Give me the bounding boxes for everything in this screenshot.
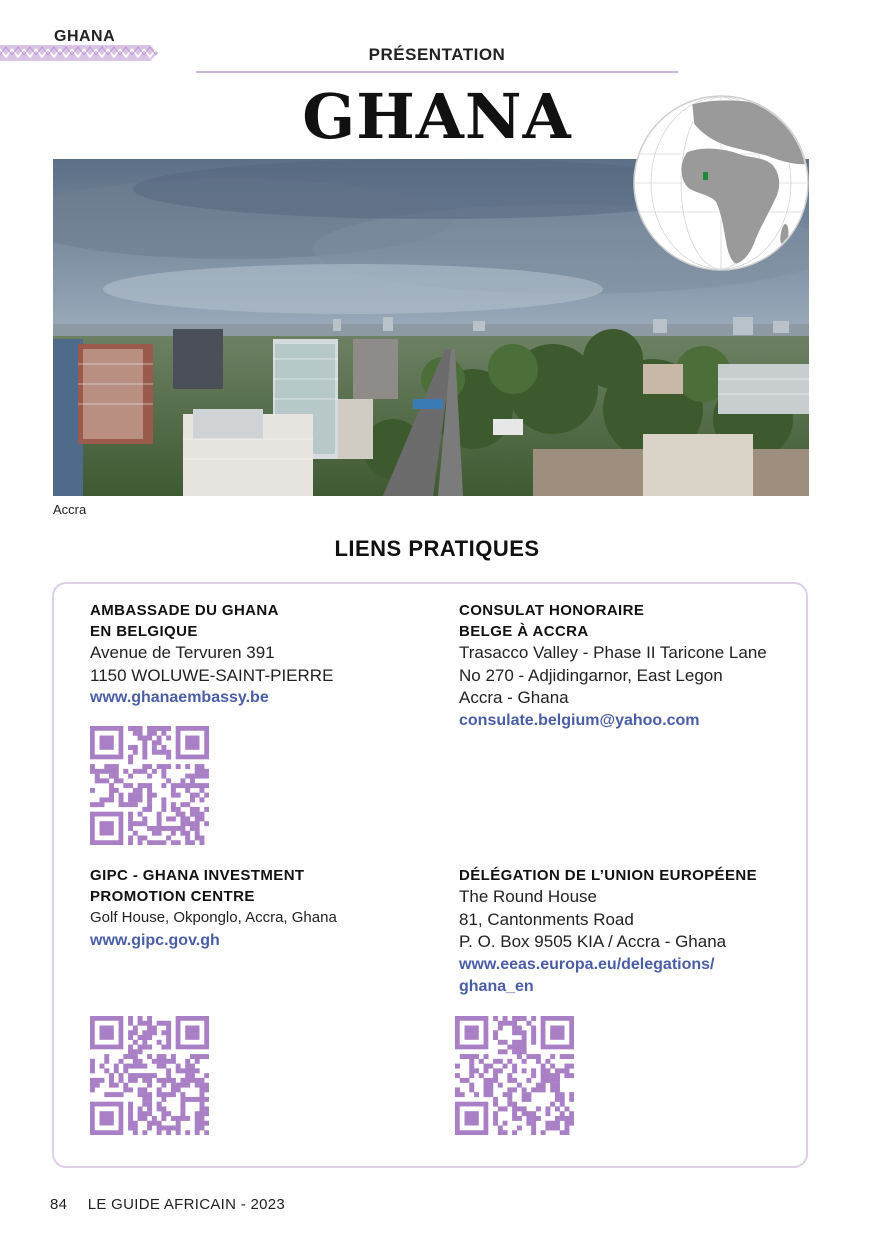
entry-address-line: P. O. Box 9505 KIA / Accra - Ghana bbox=[459, 932, 727, 951]
country-tag: GHANA bbox=[54, 28, 116, 45]
entry-address-line: 1150 WOLUWE-SAINT-PIERRE bbox=[90, 665, 334, 685]
entry-gipc bbox=[90, 865, 337, 952]
qr-code-icon[interactable] bbox=[90, 726, 209, 845]
section-divider bbox=[196, 71, 678, 73]
entry-heading: EN BELGIQUE bbox=[90, 623, 198, 640]
entry-heading: CONSULAT HONORAIRE bbox=[459, 602, 645, 619]
consulate-email-link[interactable]: consulate.belgium@yahoo.com bbox=[459, 711, 700, 729]
entry-address-line: Accra - Ghana bbox=[459, 688, 569, 707]
section-label: PRÉSENTATION bbox=[368, 45, 506, 64]
entry-heading: DÉLÉGATION DE L’UNION EUROPÉENE bbox=[459, 867, 757, 884]
page-number: 84 bbox=[50, 1196, 68, 1213]
links-section-title: LIENS PRATIQUES bbox=[334, 536, 540, 561]
gipc-website-link[interactable]: www.gipc.gov.gh bbox=[90, 931, 220, 949]
entry-eu-delegation bbox=[459, 865, 757, 999]
entry-address-line: 81, Cantonments Road bbox=[459, 909, 634, 929]
entry-address-line: Avenue de Tervuren 391 bbox=[90, 643, 275, 662]
eu-website-link[interactable]: www.eeas.europa.eu/delegations/ bbox=[459, 955, 715, 973]
globe-locator-map bbox=[632, 94, 810, 272]
qr-code-icon[interactable] bbox=[90, 1016, 209, 1135]
entry-address-line: No 270 - Adjidingarnor, East Legon bbox=[459, 665, 723, 685]
entry-address-line: Golf House, Okponglo, Accra, Ghana bbox=[90, 909, 337, 926]
qr-code-icon[interactable] bbox=[455, 1016, 574, 1135]
embassy-website-link[interactable]: www.ghanaembassy.be bbox=[90, 689, 269, 706]
page-footer bbox=[50, 1196, 301, 1213]
ghana-marker-icon bbox=[703, 172, 708, 180]
entry-heading: AMBASSADE DU GHANA bbox=[90, 602, 279, 619]
entry-heading: BELGE À ACCRA bbox=[459, 623, 589, 640]
entry-embassy bbox=[90, 600, 333, 710]
entry-heading: PROMOTION CENTRE bbox=[90, 888, 255, 905]
entry-heading: GIPC - GHANA INVESTMENT bbox=[90, 867, 305, 884]
publication-name: LE GUIDE AFRICAIN - 2023 bbox=[87, 1196, 286, 1213]
entry-address-line: The Round House bbox=[459, 887, 597, 906]
entry-address-line: Trasacco Valley - Phase II Taricone Lane bbox=[459, 643, 767, 662]
photo-caption: Accra bbox=[53, 502, 87, 517]
page-title: GHANA bbox=[302, 80, 572, 153]
eu-website-link-cont[interactable]: ghana_en bbox=[459, 978, 534, 995]
entry-consulate bbox=[459, 600, 767, 732]
